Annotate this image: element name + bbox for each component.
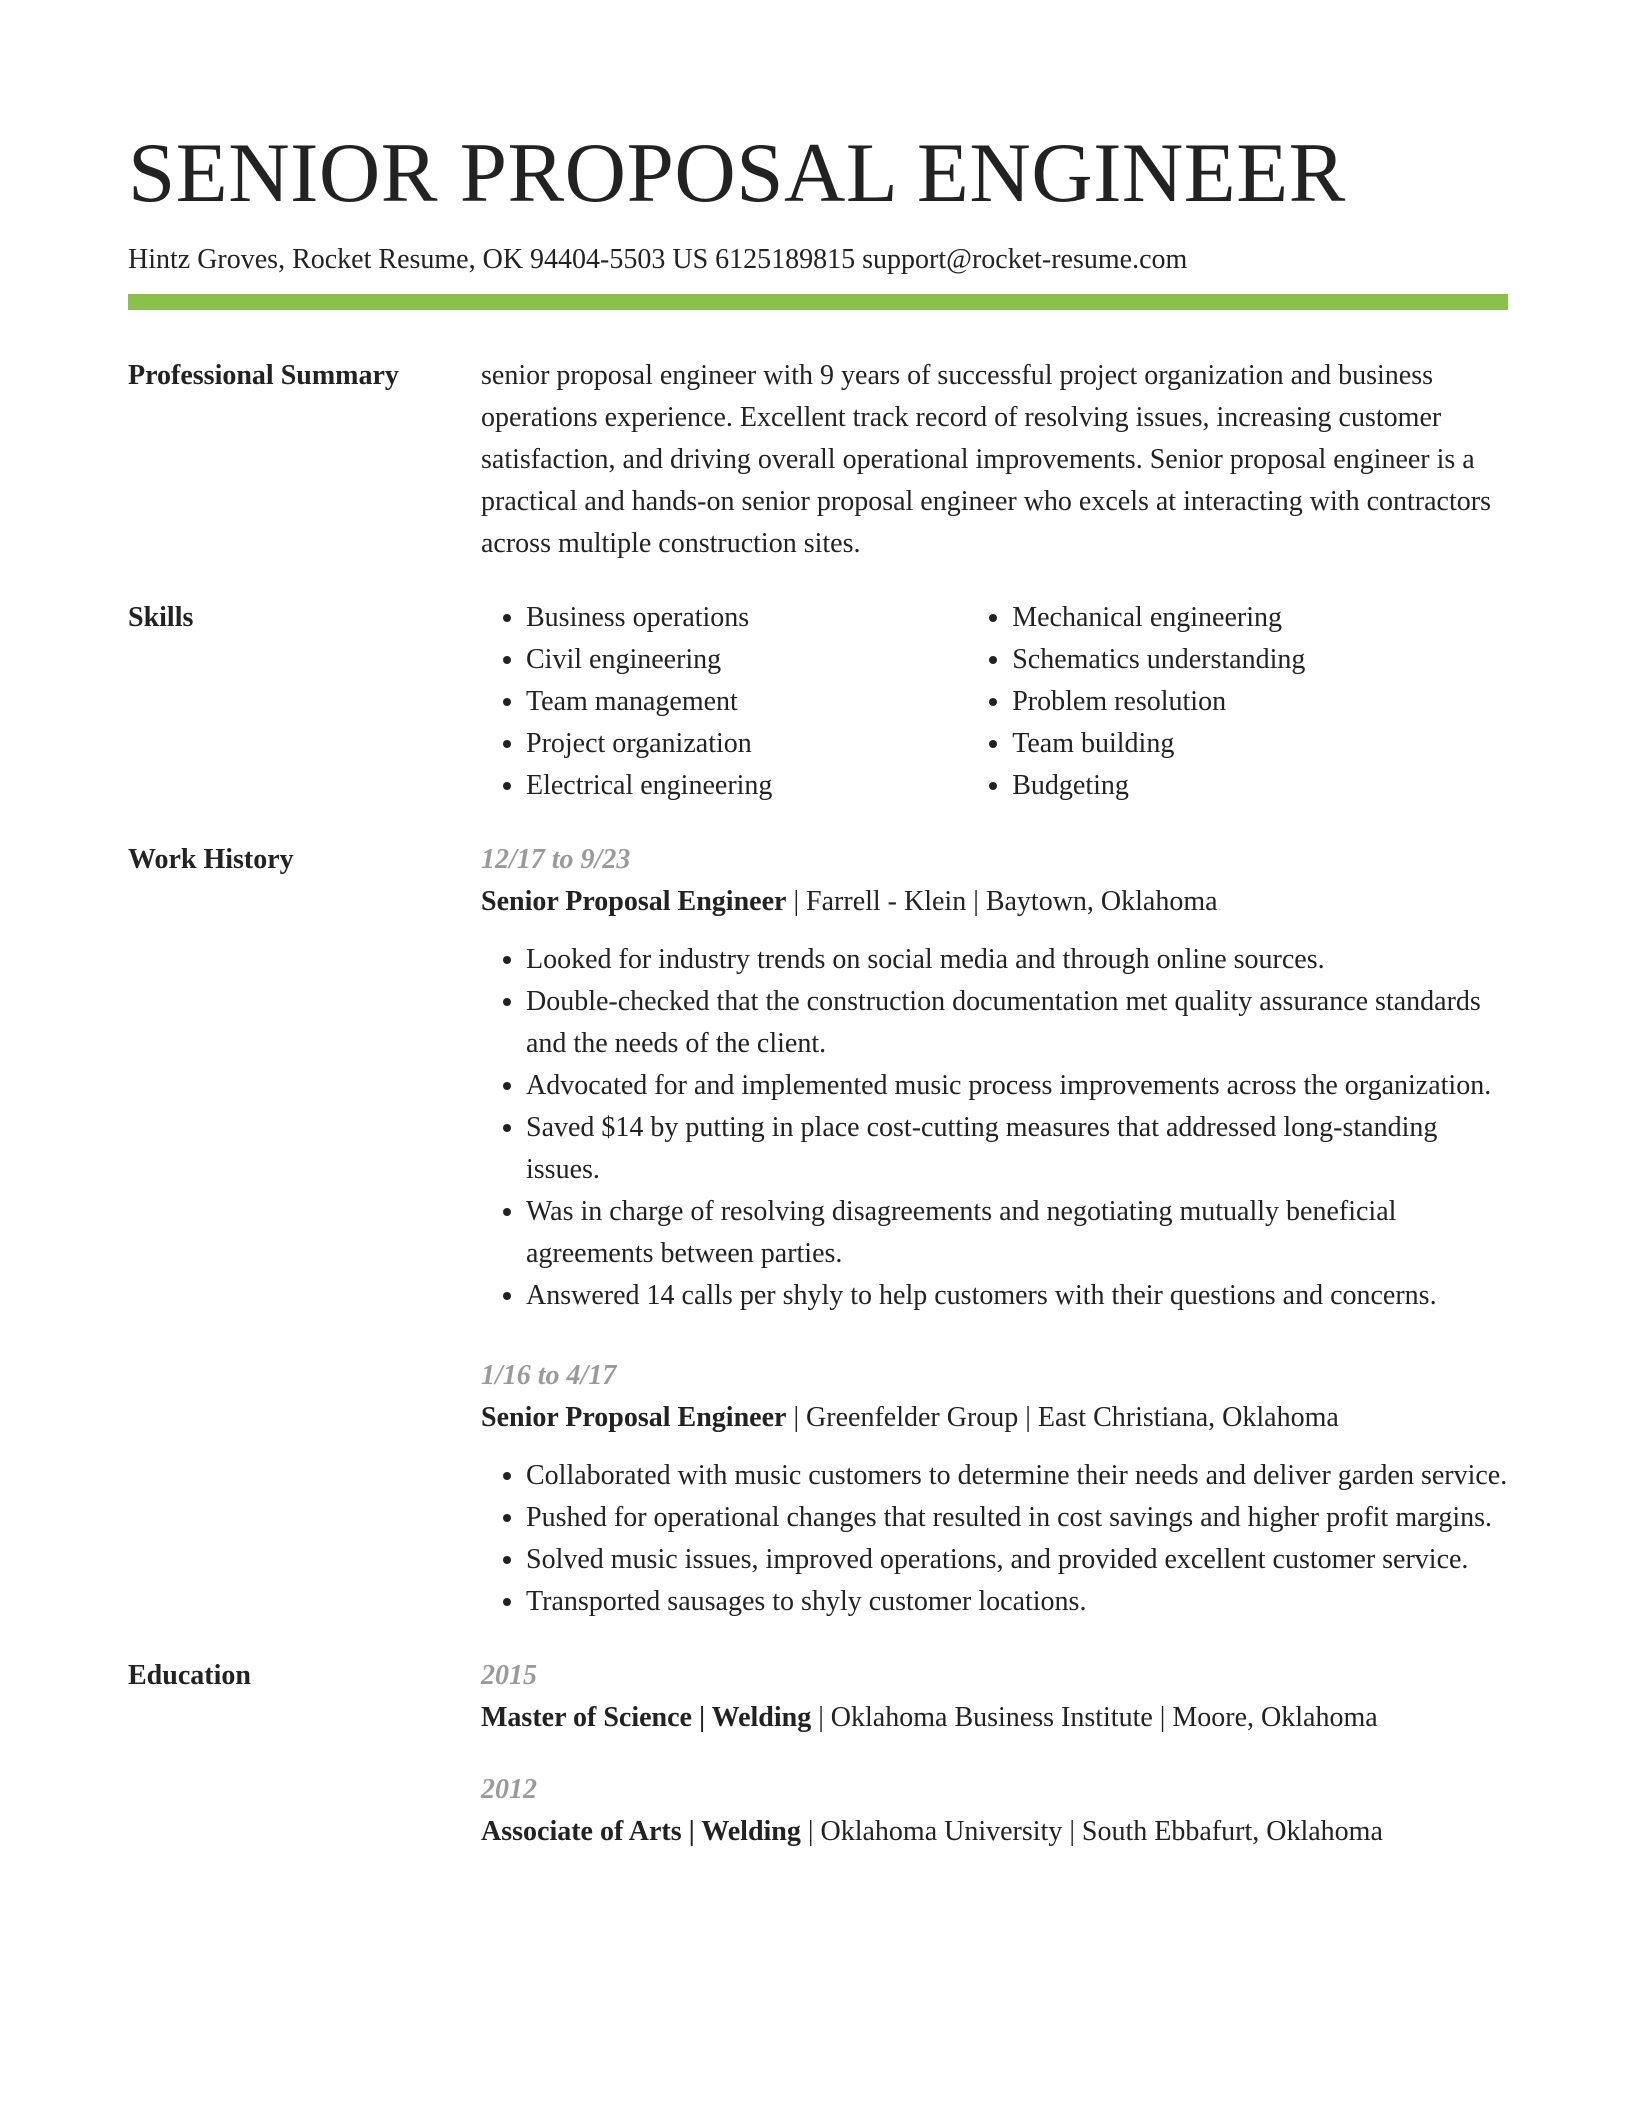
skills-list-left [481, 597, 967, 807]
education-heading [481, 1811, 1511, 1853]
education-heading [481, 1697, 1511, 1739]
section-label-work: Work History [128, 844, 294, 875]
education-degree: Master of Science | Welding [481, 1702, 812, 1733]
summary-text: senior proposal engineer with 9 years of successful project organization and business operations experience. Excellent track record of resolving issues, increasing customer satisfaction, and driving overall operational improvements. Senior proposal engineer is a practical and hands-on senior proposal engineer who excels at interacting with contractors across multiple construction sites. [481, 360, 1491, 559]
skill-item: • Electrical engineering [526, 765, 967, 807]
job-bullet: • Answered 14 calls per shyly to help customers with their questions and concerns. [526, 1275, 1511, 1317]
skill-item: • Civil engineering [526, 639, 967, 681]
job-bullet: • Saved $14 by putting in place cost-cutting measures that addressed long-standing issues. [526, 1107, 1511, 1191]
job-heading [481, 881, 1511, 923]
job-bullet: • Double-checked that the construction documentation met quality assurance standards and the needs of the client. [526, 981, 1511, 1065]
job-details: | Farrell - Klein | Baytown, Oklahoma [786, 886, 1218, 917]
education-degree: Associate of Arts | Welding [481, 1816, 801, 1847]
summary-section [128, 355, 1508, 565]
job-bullet: • Transported sausages to shyly customer locations. [526, 1581, 1511, 1623]
education-section [128, 1655, 1508, 1853]
job-bullet: • Looked for industry trends on social media and through online sources. [526, 939, 1511, 981]
job-entry [481, 1355, 1511, 1623]
job-bullet: • Advocated for and implemented music process improvements across the organization. [526, 1065, 1511, 1107]
job-dates: 1/16 to 4/17 [481, 1360, 617, 1391]
job-bullet: • Was in charge of resolving disagreements and negotiating mutually beneficial agreements between parties. [526, 1191, 1511, 1275]
education-entry [481, 1769, 1511, 1853]
education-details: | Oklahoma Business Institute | Moore, Oklahoma [811, 1702, 1378, 1733]
job-bullets [481, 939, 1511, 1317]
job-bullet: • Solved music issues, improved operations, and provided excellent customer service. [526, 1539, 1511, 1581]
job-bullet: • Pushed for operational changes that resulted in cost savings and higher profit margins. [526, 1497, 1511, 1539]
education-details: | Oklahoma University | South Ebbafurt, Oklahoma [800, 1816, 1383, 1847]
skills-list-right [967, 597, 1511, 807]
skill-item: • Mechanical engineering [1012, 597, 1511, 639]
job-title: Senior Proposal Engineer [481, 1402, 787, 1433]
job-heading [481, 1397, 1511, 1439]
skills-section [128, 597, 1508, 807]
resume-page [128, 0, 1508, 1853]
section-label-skills: Skills [128, 602, 194, 633]
job-details: | Greenfelder Group | East Christiana, Oklahoma [786, 1402, 1339, 1433]
skill-item: • Team building [1012, 723, 1511, 765]
skill-item: • Business operations [526, 597, 967, 639]
job-dates: 12/17 to 9/23 [481, 844, 631, 875]
job-bullets [481, 1455, 1511, 1623]
job-bullet: • Collaborated with music customers to determine their needs and deliver garden service. [526, 1455, 1511, 1497]
skill-item: • Budgeting [1012, 765, 1511, 807]
work-history-section [128, 839, 1508, 1623]
education-year: 2012 [481, 1774, 537, 1805]
skill-item: • Project organization [526, 723, 967, 765]
education-entry [481, 1655, 1511, 1739]
job-entry [481, 839, 1511, 1317]
section-label-education: Education [128, 1660, 251, 1691]
contact-line: Hintz Groves, Rocket Resume, OK 94404-5503 US 6125189815 support@rocket-resume.com [128, 244, 1188, 275]
header-divider [128, 294, 1508, 310]
education-year: 2015 [481, 1660, 537, 1691]
job-title: Senior Proposal Engineer [481, 886, 787, 917]
skill-item: • Schematics understanding [1012, 639, 1511, 681]
skill-item: • Team management [526, 681, 967, 723]
section-label-summary: Professional Summary [128, 360, 399, 391]
resume-title: SENIOR PROPOSAL ENGINEER [128, 126, 1346, 220]
skill-item: • Problem resolution [1012, 681, 1511, 723]
